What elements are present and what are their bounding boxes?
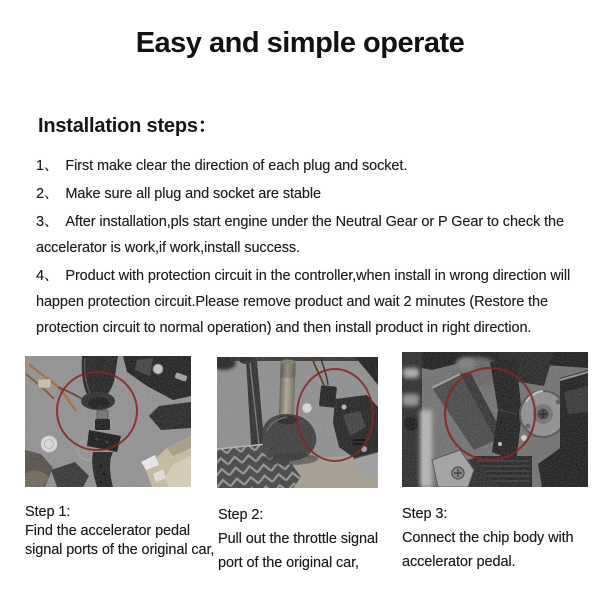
step-2-photo-illustration bbox=[217, 357, 378, 488]
installation-step-2 bbox=[36, 181, 596, 207]
installation-step-1 bbox=[36, 153, 596, 179]
step-3-caption-text: Connect the chip body with accelerator pedal. bbox=[402, 530, 574, 570]
step-3-photo-illustration bbox=[402, 352, 588, 487]
step-2-caption-text: Pull out the throttle signal port of the original car, bbox=[218, 531, 379, 571]
page-title: Easy and simple operate bbox=[135, 27, 465, 59]
step-number: 1、 bbox=[36, 158, 59, 174]
installation-heading: Installation steps： bbox=[38, 115, 218, 137]
step-text: First make clear the direction of each plug and socket. bbox=[65, 158, 408, 174]
step-1-photo bbox=[25, 356, 191, 487]
step-1-caption-label: Step 1: bbox=[25, 504, 71, 520]
step-2-caption bbox=[218, 503, 406, 575]
step-text: Product with protection circuit in the controller,when install in wrong direction will happen protection circuit.Please remove product and wait 2 minutes (Restore the protection circuit to normal operation) and then install product in right direction. bbox=[36, 268, 571, 336]
step-1-photo-illustration bbox=[25, 356, 191, 487]
photo-grain bbox=[402, 352, 588, 487]
step-1-caption-text: Find the accelerator pedal signal ports of the original car, bbox=[25, 523, 215, 558]
step-1-caption bbox=[25, 503, 217, 560]
step-3-caption bbox=[402, 502, 586, 574]
step-number: 2、 bbox=[36, 186, 59, 202]
step-2-photo bbox=[217, 357, 378, 488]
step-2-caption-label: Step 2: bbox=[218, 507, 264, 523]
step-number: 3、 bbox=[36, 214, 59, 230]
installation-step-4 bbox=[36, 263, 596, 341]
photo-grain bbox=[25, 356, 191, 487]
step-3-photo bbox=[402, 352, 588, 487]
step-3-caption-label: Step 3: bbox=[402, 506, 448, 522]
installation-step-3 bbox=[36, 209, 596, 261]
installation-steps-list bbox=[36, 153, 596, 343]
step-text: After installation,pls start engine under the Neutral Gear or P Gear to check the accelerator is work,if work,install success. bbox=[36, 214, 564, 256]
step-text: Make sure all plug and socket are stable bbox=[65, 186, 321, 202]
step-number: 4、 bbox=[36, 268, 59, 284]
